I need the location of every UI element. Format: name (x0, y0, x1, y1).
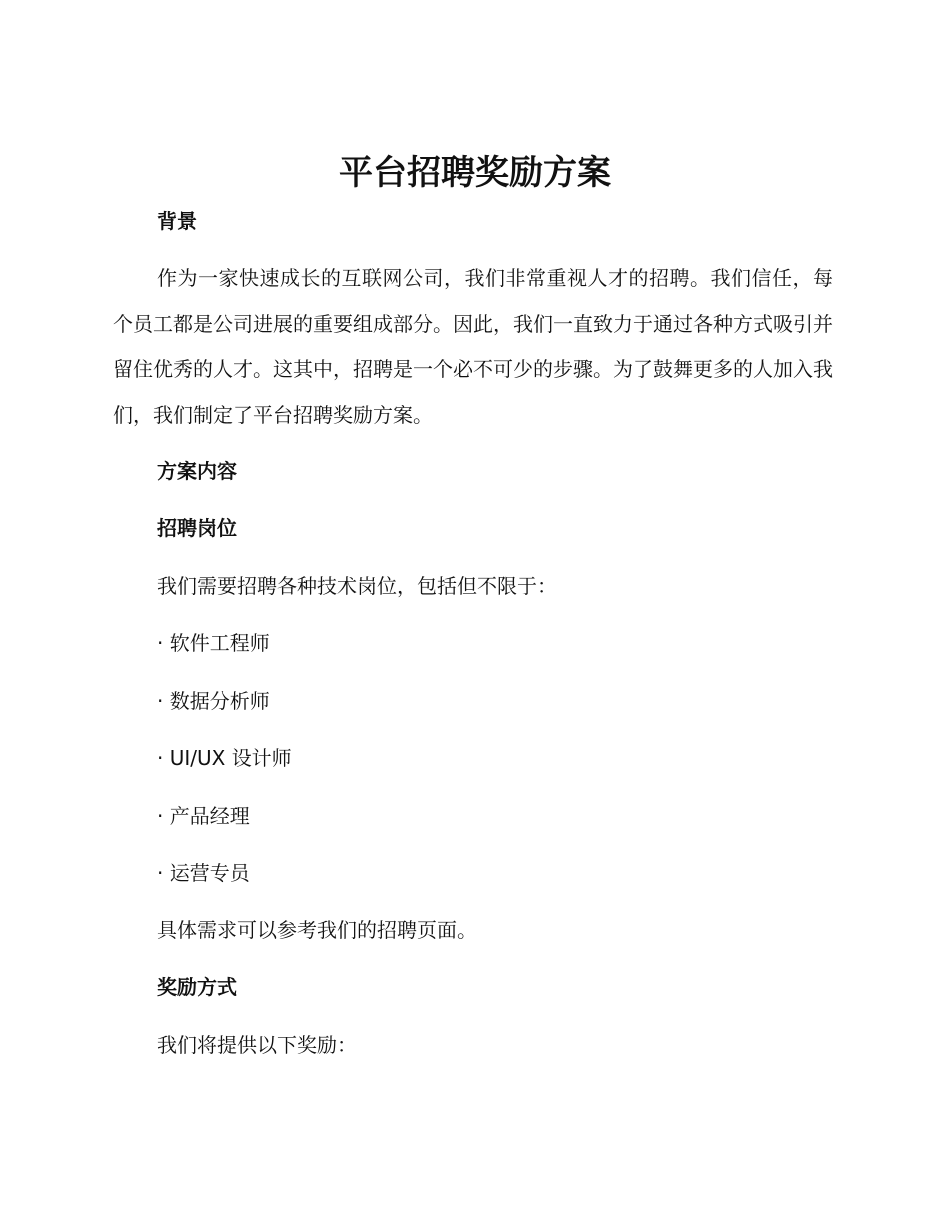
rewards-intro: 我们将提供以下奖励： (157, 1033, 357, 1057)
plan-heading: 方案内容 (157, 459, 237, 483)
background-paragraph: 作为一家快速成长的互联网公司，我们非常重视人才的招聘。我们信任，每个员工都是公司进展的重要组成部分。因此，我们一直致力于通过各种方式吸引并留住优秀的人才。这其中，招聘是一个必不可少的步骤。为了鼓舞更多的人加入我们，我们制定了平台招聘奖励方案。 (113, 266, 833, 427)
position-item: · 运营专员 (157, 861, 250, 885)
document-title: 平台招聘奖励方案 (339, 153, 611, 193)
positions-note: 具体需求可以参考我们的招聘页面。 (157, 918, 477, 942)
position-item: · 数据分析师 (157, 689, 270, 713)
position-item: · 软件工程师 (157, 631, 270, 655)
position-item: · 产品经理 (157, 804, 250, 828)
background-heading: 背景 (157, 209, 197, 233)
rewards-heading: 奖励方式 (157, 975, 237, 999)
positions-intro: 我们需要招聘各种技术岗位，包括但不限于： (157, 574, 557, 598)
position-item: · UI/UX 设计师 (157, 746, 292, 770)
positions-heading: 招聘岗位 (157, 516, 237, 540)
